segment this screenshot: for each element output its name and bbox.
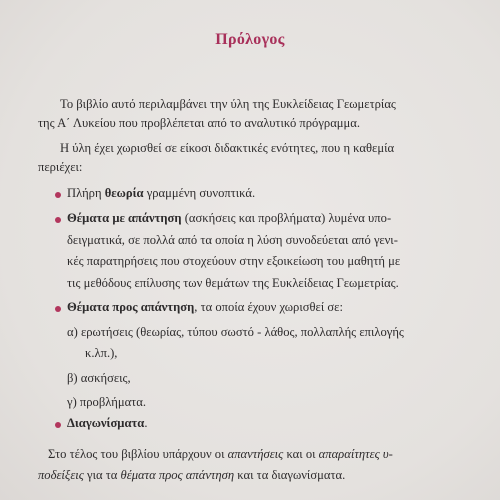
intro-line-3: Η ύλη έχει χωρισθεί σε είκοσι διδακτικές ενότητες, που η καθεμία: [60, 141, 395, 155]
subitem-b: β) ασκήσεις,: [67, 371, 131, 385]
bullet-exams: [67, 415, 147, 431]
bullet-solved-bold: Θέματα με απάντηση: [67, 211, 182, 225]
bullet-dot: [55, 422, 61, 428]
closing-line-1: [48, 446, 393, 462]
closing-l2-mid: για τα: [83, 468, 121, 482]
bullet-dot: [55, 217, 61, 223]
closing-topics: θέματα προς απάντηση: [120, 468, 235, 482]
bullet-solved-post: (ασκήσεις και προβλήματα) λυμένα υπο-: [181, 211, 392, 225]
bullet-solved-line-3: κές παρατηρήσεις που στοχεύουν στην εξοικείωση του μαθητή με: [67, 254, 401, 268]
bullet-exams-post: .: [144, 416, 148, 430]
page-title: Πρόλογος: [215, 31, 285, 48]
closing-pre: Στο τέλος του βιβλίου υπάρχουν οι: [48, 447, 228, 461]
bullet-unsolved: [67, 299, 343, 315]
intro-line-1: Το βιβλίο αυτό περιλαμβάνει την ύλη της Ευκλείδειας Γεωμετρίας: [60, 97, 396, 111]
intro-line-4: περιέχει:: [38, 160, 83, 174]
bullet-theory-post: γραμμένη συνοπτικά.: [143, 186, 256, 200]
bullet-unsolved-bold: Θέματα προς απάντηση: [67, 300, 195, 314]
bullet-dot: [55, 306, 61, 312]
bullet-solved-line-2: δειγματικά, σε πολλά από τα οποία η λύση συνοδεύεται από γενι-: [67, 233, 398, 247]
closing-answers: απαντήσεις: [227, 447, 284, 461]
bullet-theory-pre: Πλήρη: [67, 186, 105, 200]
closing-required: απαραίτητες υ-: [318, 447, 393, 461]
bullet-theory-bold: θεωρία: [104, 186, 144, 200]
subitem-a-line-2: κ.λπ.),: [85, 346, 118, 360]
closing-hints: ποδείξεις: [38, 468, 84, 482]
subitem-c: γ) προβλήματα.: [67, 395, 146, 409]
bullet-exams-bold: Διαγωνίσματα: [67, 416, 145, 430]
bullet-theory: [67, 185, 255, 201]
closing-l2-post: και τα διαγωνίσματα.: [234, 468, 346, 482]
bullet-unsolved-post: , τα οποία έχουν χωρισθεί σε:: [194, 300, 343, 314]
closing-line-2: [38, 467, 345, 483]
bullet-solved-line-1: [67, 210, 391, 226]
bullet-dot: [55, 192, 61, 198]
subitem-a-line-1: α) ερωτήσεις (θεωρίας, τύπου σωστό - λάθος, πολλαπλής επιλογής: [67, 325, 404, 339]
intro-line-2: της Α΄ Λυκείου που προβλέπεται από το αναλυτικό πρόγραμμα.: [38, 116, 361, 130]
closing-mid: και οι: [283, 447, 319, 461]
bullet-solved-line-4: τις μεθόδους επίλυσης των θεμάτων της Ευκλείδειας Γεωμετρίας.: [67, 276, 399, 290]
